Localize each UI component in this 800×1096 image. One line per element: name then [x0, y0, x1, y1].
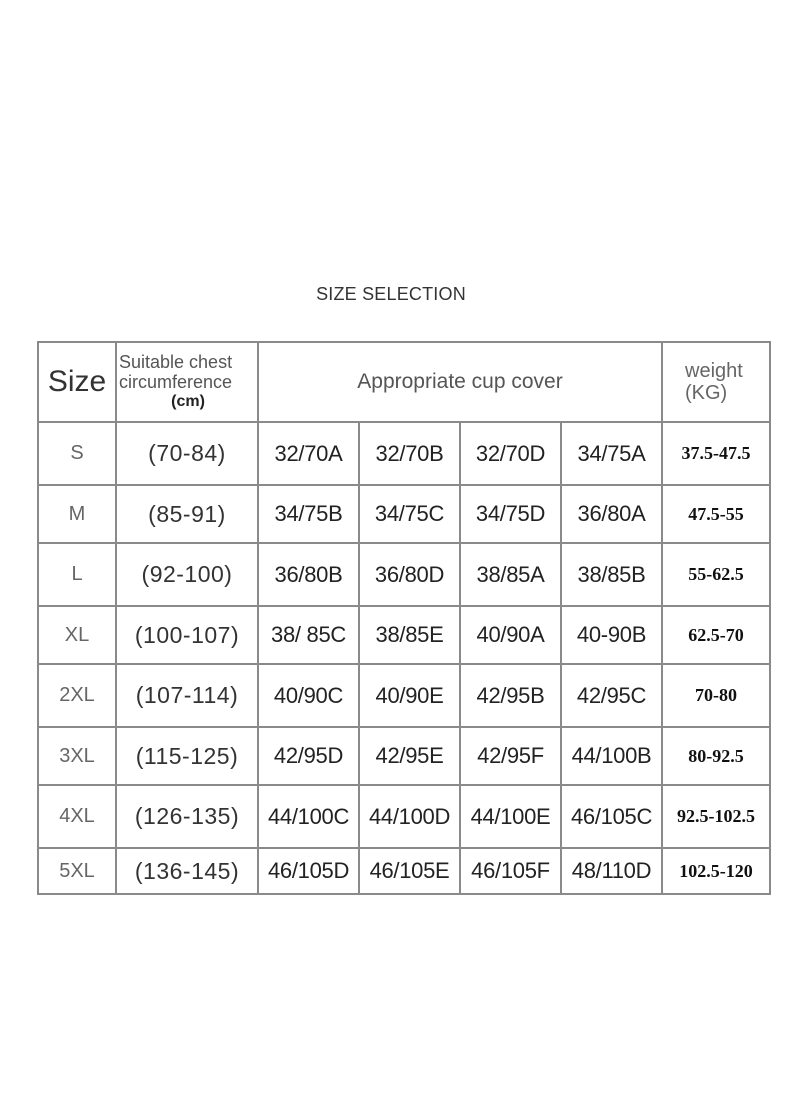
- cup-cell: 38/85A: [460, 543, 561, 606]
- cup-cell: 38/85B: [561, 543, 662, 606]
- size-cell: 4XL: [38, 785, 116, 848]
- cup-cell: 32/70B: [359, 422, 460, 485]
- cup-cell: 44/100E: [460, 785, 561, 848]
- size-cell: 3XL: [38, 727, 116, 785]
- chest-cell: (100-107): [116, 606, 258, 664]
- cup-cell: 42/95C: [561, 664, 662, 727]
- header-weight: [662, 342, 770, 422]
- cup-cell: 34/75A: [561, 422, 662, 485]
- chest-cell: (126-135): [116, 785, 258, 848]
- size-cell: L: [38, 543, 116, 606]
- table-row: [38, 785, 770, 848]
- size-cell: S: [38, 422, 116, 485]
- page-title: SIZE SELECTION: [316, 284, 466, 304]
- cup-cell: 46/105D: [258, 848, 359, 894]
- cup-cell: 40/90A: [460, 606, 561, 664]
- chest-cell: (136-145): [116, 848, 258, 894]
- cup-cell: 40-90B: [561, 606, 662, 664]
- weight-cell: 62.5-70: [662, 606, 770, 664]
- cup-cell: 34/75B: [258, 485, 359, 543]
- header-weight-line2: (KG): [685, 382, 728, 404]
- cup-cell: 42/95F: [460, 727, 561, 785]
- cup-cell: 42/95D: [258, 727, 359, 785]
- header-chest-line2: circumference: [119, 372, 233, 392]
- cup-cell: 42/95B: [460, 664, 561, 727]
- weight-cell: 55-62.5: [662, 543, 770, 606]
- cup-cell: 44/100B: [561, 727, 662, 785]
- table-row: [38, 664, 770, 727]
- cup-cell: 34/75D: [460, 485, 561, 543]
- table-row: [38, 422, 770, 485]
- cup-cell: 36/80A: [561, 485, 662, 543]
- header-chest-unit: (cm): [171, 393, 205, 410]
- table-row: [38, 848, 770, 894]
- cup-cell: 34/75C: [359, 485, 460, 543]
- cup-cell: 38/ 85C: [258, 606, 359, 664]
- header-size: Size: [38, 342, 116, 422]
- cup-cell: 40/90C: [258, 664, 359, 727]
- cup-cell: 38/85E: [359, 606, 460, 664]
- chest-cell: (115-125): [116, 727, 258, 785]
- cup-cell: 44/100D: [359, 785, 460, 848]
- weight-cell: 37.5-47.5: [662, 422, 770, 485]
- header-weight-line1: weight: [685, 360, 743, 382]
- table-row: [38, 727, 770, 785]
- cup-cell: 40/90E: [359, 664, 460, 727]
- weight-cell: 80-92.5: [662, 727, 770, 785]
- cup-cell: 46/105C: [561, 785, 662, 848]
- header-cup: Appropriate cup cover: [258, 342, 662, 422]
- cup-cell: 36/80D: [359, 543, 460, 606]
- cup-cell: 42/95E: [359, 727, 460, 785]
- cup-cell: 46/105F: [460, 848, 561, 894]
- cup-cell: 32/70D: [460, 422, 561, 485]
- weight-cell: 102.5-120: [662, 848, 770, 894]
- table-row: [38, 485, 770, 543]
- weight-cell: 92.5-102.5: [662, 785, 770, 848]
- cup-cell: 44/100C: [258, 785, 359, 848]
- header-chest: [116, 342, 258, 422]
- chest-cell: (92-100): [116, 543, 258, 606]
- chest-cell: (107-114): [116, 664, 258, 727]
- size-cell: M: [38, 485, 116, 543]
- chest-cell: (85-91): [116, 485, 258, 543]
- cup-cell: 46/105E: [359, 848, 460, 894]
- weight-cell: 47.5-55: [662, 485, 770, 543]
- size-chart-table: [37, 341, 771, 895]
- chest-cell: (70-84): [116, 422, 258, 485]
- table-row: [38, 606, 770, 664]
- weight-cell: 70-80: [662, 664, 770, 727]
- size-cell: XL: [38, 606, 116, 664]
- cup-cell: 48/110D: [561, 848, 662, 894]
- header-row: [38, 342, 770, 422]
- size-cell: 5XL: [38, 848, 116, 894]
- size-cell: 2XL: [38, 664, 116, 727]
- cup-cell: 32/70A: [258, 422, 359, 485]
- table-row: [38, 543, 770, 606]
- header-chest-line1: Suitable chest: [119, 352, 233, 372]
- cup-cell: 36/80B: [258, 543, 359, 606]
